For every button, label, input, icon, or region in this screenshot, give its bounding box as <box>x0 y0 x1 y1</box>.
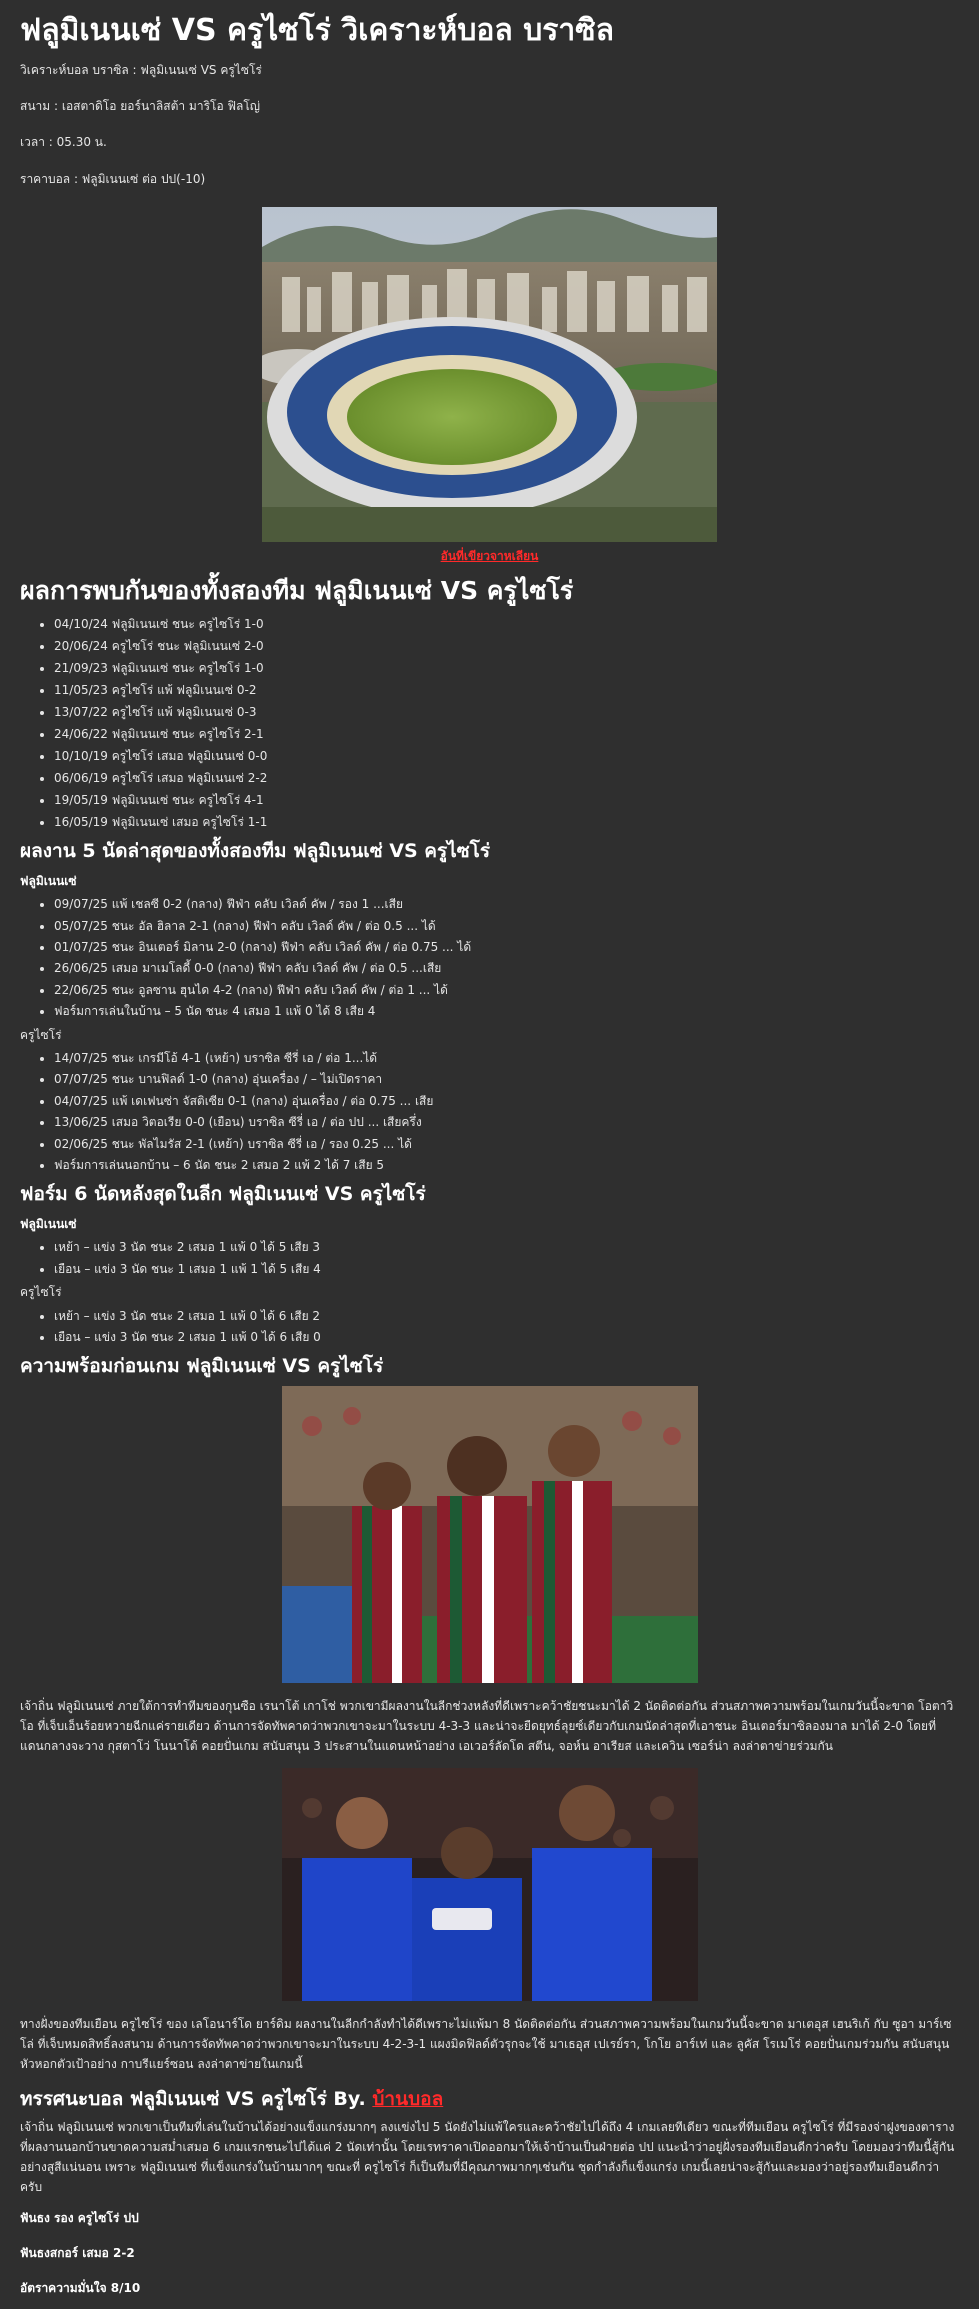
cruzeiro-illustration <box>282 1768 698 2001</box>
form6-team-b-list <box>20 1308 959 1347</box>
stadium-figure <box>20 207 959 542</box>
caption-link[interactable]: อันที่เขียวจาหเลียน <box>440 549 539 564</box>
list-item: • 07/07/25 ชนะ บานฟิลด์ 1-0 (กลาง) อุ่นเครื่อง / – ไม่เปิดราคา <box>54 1071 959 1088</box>
list-item: • 14/07/25 ชนะ เกรมีโอ้ 4-1 (เหย้า) บราซิล ซีรี่ เอ / ต่อ 1...ได้ <box>54 1050 959 1067</box>
last5-team-b-list <box>20 1050 959 1174</box>
form6-heading: ฟอร์ม 6 นัดหลังสุดในลีก ฟลูมิเนนเซ่ VS ครูไซโร่ <box>20 1183 426 1206</box>
team-b-label: ครูไซโร่ <box>20 1027 62 1042</box>
team-b-label: ครูไซโร่ <box>20 1285 62 1300</box>
list-item: • 21/09/23 ฟลูมิเนนเซ่ ชนะ ครูไซโร่ 1-0 <box>54 660 959 677</box>
verdict-heading-text: ทรรศนะบอล ฟลูมิเนนเซ่ VS ครูไซโร่ By. <box>20 2087 366 2110</box>
stadium-illustration <box>262 207 717 542</box>
meta-stadium: สนาม : เอสตาดิโอ ยอร์นาลิสต้า มาริโอ ฟิลโญ่ <box>20 98 260 113</box>
list-item: • 19/05/19 ฟลูมิเนนเซ่ ชนะ ครูไซโร่ 4-1 <box>54 792 959 809</box>
head-to-head-heading: ผลการพบกันของทั้งสองทีม ฟลูมิเนนเซ่ VS ครูไซโร่ <box>20 576 574 606</box>
list-item: • เหย้า – แข่ง 3 นัด ชนะ 2 เสมอ 1 แพ้ 0 ได้ 6 เสีย 2 <box>54 1308 959 1325</box>
verdict-author-link[interactable]: บ้านบอล <box>372 2087 444 2110</box>
team-a-label: ฟลูมิเนนเซ่ <box>20 873 77 888</box>
verdict-heading <box>20 2087 959 2113</box>
meta-odds: ราคาบอล : ฟลูมิเนนเซ่ ต่อ ปป(-10) <box>20 171 206 186</box>
meta-league: วิเคราะห์บอล บราซิล : ฟลูมิเนนเซ่ VS ครูไซโร่ <box>20 62 262 77</box>
list-item: • 04/07/25 แพ้ เดเฟนซ่า จัสติเซีย 0-1 (กลาง) อุ่นเครื่อง / ต่อ 0.75 ... เสีย <box>54 1093 959 1110</box>
list-item: • 04/10/24 ฟลูมิเนนเซ่ ชนะ ครูไซโร่ 1-0 <box>54 616 959 633</box>
page-title: ฟลูมิเนนเซ่ VS ครูไซโร่ วิเคราะห์บอล บราซิล <box>20 13 614 48</box>
last5-team-a-list <box>20 896 959 1020</box>
list-item: • 01/07/25 ชนะ อินเตอร์ มิลาน 2-0 (กลาง) ฟีฟ่า คลับ เวิลด์ คัพ / ต่อ 0.75 ... ได้ <box>54 939 959 956</box>
cruzeiro-players-photo <box>282 1768 698 2001</box>
fluminense-players-photo <box>282 1386 698 1683</box>
readiness-heading: ความพร้อมก่อนเกม ฟลูมิเนนเซ่ VS ครูไซโร่ <box>20 1355 384 1378</box>
list-item: • 13/06/25 เสมอ วิตอเรีย 0-0 (เยือน) บราซิล ซีรี่ เอ / ต่อ ปป ... เสียครึ่ง <box>54 1114 959 1131</box>
image-caption <box>20 548 959 565</box>
list-item: • 05/07/25 ชนะ อัล ฮิลาล 2-1 (กลาง) ฟีฟ่า คลับ เวิลด์ คัพ / ต่อ 0.5 ... ได้ <box>54 918 959 935</box>
list-item: • 22/06/25 ชนะ อูลซาน ฮุนได 4-2 (กลาง) ฟีฟ่า คลับ เวิลด์ คัพ / ต่อ 1 ... ได้ <box>54 982 959 999</box>
verdict-paragraph: เจ้าถิ่น ฟลูมิเนนเซ่ พวกเขาเป็นทีมที่เล่นในบ้านได้อย่างแข็งแกร่งมากๆ ลงแข่งไป 5 นัดยังไม่แพ้ใครและคว้าชัยไปได้ถึง 4 เกมเลยทีเดียว ขณะที่ทีมเยือน ครูไซโร่ ที่มีรองจ่าฝูงของตารางที่ผลงานนอกบ้านขาดความสม่ำเสมอ 6 เกมแรกชนะไปได้แค่ 2 นัดเท่านั้น โดยเรทราคาเปิดออกมาให้เจ้าบ้านเป็นฝ่ายต่อ ปป แนะนำว่าอยู่ฝั่งรองทีมเยือนดีกว่าครับ โดยมองว่าทีมนี้สู้กันอย่างสูสีแน่นอน เพราะ ฟลูมิเนนเซ่ ที่แข็งแกร่งในบ้านมากๆ ขณะที่ ครูไซโร่ ก็เป็นทีมที่มีคุณภาพมากๆเช่นกัน ชุดกำลังก็แข็งแกร่ง เกมนี้เลยน่าจะสู้กันและมองว่าอยู่รองทีมเยือนดีกว่าครับ <box>20 2120 955 2194</box>
match-meta <box>20 62 959 189</box>
list-item: • 20/06/24 ครูไซโร่ ชนะ ฟลูมิเนนเซ่ 2-0 <box>54 638 959 655</box>
stadium-photo <box>262 207 717 542</box>
team-a-label: ฟลูมิเนนเซ่ <box>20 1216 77 1231</box>
head-to-head-list <box>20 616 959 831</box>
list-item: • 24/06/22 ฟลูมิเนนเซ่ ชนะ ครูไซโร่ 2-1 <box>54 726 959 743</box>
list-item: • เยือน – แข่ง 3 นัด ชนะ 2 เสมอ 1 แพ้ 0 ได้ 6 เสีย 0 <box>54 1329 959 1346</box>
fluminense-illustration <box>282 1386 698 1683</box>
list-item: • 06/06/19 ครูไซโร่ เสมอ ฟลูมิเนนเซ่ 2-2 <box>54 770 959 787</box>
list-item: • 09/07/25 แพ้ เชลซี 0-2 (กลาง) ฟีฟ่า คลับ เวิลด์ คัพ / รอง 1 ...เสีย <box>54 896 959 913</box>
form6-team-a-list <box>20 1239 959 1278</box>
list-item: • 10/10/19 ครูไซโร่ เสมอ ฟลูมิเนนเซ่ 0-0 <box>54 748 959 765</box>
verdict-confidence: อัตราความมั่นใจ 8/10 <box>20 2281 141 2296</box>
meta-time: เวลา : 05.30 น. <box>20 135 107 150</box>
list-item: • 16/05/19 ฟลูมิเนนเซ่ เสมอ ครูไซโร่ 1-1 <box>54 814 959 831</box>
list-item: • ฟอร์มการเล่นในบ้าน – 5 นัด ชนะ 4 เสมอ 1 แพ้ 0 ได้ 8 เสีย 4 <box>54 1003 959 1020</box>
last5-heading: ผลงาน 5 นัดล่าสุดของทั้งสองทีม ฟลูมิเนนเซ่ VS ครูไซโร่ <box>20 840 491 863</box>
cruzeiro-paragraph: ทางฝั่งของทีมเยือน ครูไซโร่ ของ เลโอนาร์โด ยาร์ดิม ผลงานในลีกกำลังทำได้ดีเพราะไม่แพ้มา 8 นัดติดต่อกัน ส่วนสภาพความพร้อมในเกมวันนี้จะขาด มาเตอุส เฮนริเก้ กับ ซูอา มาร์เซโล่ ที่เจ็บหมดสิทธิ์ลงสนาม ด้านการจัดทัพคาดว่าพวกเขาจะมาในระบบ 4-2-3-1 แผงมิดฟิลด์ตัวรุกจะใช้ มาเธอุส เปเรย์รา, โกโย อาร์เท่ และ ลูคัส โรเมโร่ คอยปั่นเกมร่วมกัน สนับสนุนหัวหอกตัวเป้าอย่าง กาบรีแยร์ซอน ลงล่าตาข่ายในเกมนี้ <box>20 2017 952 2071</box>
list-item: • 11/05/23 ครูไซโร่ แพ้ ฟลูมิเนนเซ่ 0-2 <box>54 682 959 699</box>
verdict-pick: ฟันธง รอง ครูไซโร่ ปป <box>20 2210 139 2225</box>
list-item: • เยือน – แข่ง 3 นัด ชนะ 1 เสมอ 1 แพ้ 1 ได้ 5 เสีย 4 <box>54 1261 959 1278</box>
list-item: • เหย้า – แข่ง 3 นัด ชนะ 2 เสมอ 1 แพ้ 0 ได้ 5 เสีย 3 <box>54 1239 959 1256</box>
list-item: • 13/07/22 ครูไซโร่ แพ้ ฟลูมิเนนเซ่ 0-3 <box>54 704 959 721</box>
list-item: • 26/06/25 เสมอ มาเมโลดี้ 0-0 (กลาง) ฟีฟ่า คลับ เวิลด์ คัพ / ต่อ 0.5 ...เสีย <box>54 960 959 977</box>
verdict-score: ฟันธงสกอร์ เสมอ 2-2 <box>20 2245 135 2260</box>
fluminense-figure <box>20 1386 959 1683</box>
fluminense-paragraph: เจ้าถิ่น ฟลูมิเนนเซ่ ภายใต้การทำทีมของกุนซือ เรนาโต้ เกาโช่ พวกเขามีผลงานในลีกช่วงหลังที่ดีเพราะคว้าชัยชนะมาได้ 2 นัดติดต่อกัน ส่วนสภาพความพร้อมในเกมวันนี้จะขาด โอตาวิโอ ที่เจ็บเอ็นร้อยหวายฉีกแค่รายเดียว ด้านการจัดทัพคาดว่าพวกเขาจะมาในระบบ 4-3-3 และน่าจะยืดยุทธ์ลุยซ์เดียวกับเกมนัดล่าสุดที่เอาชนะ อินเตอร์มาซิลองมาล มาได้ 2-0 โดยที่แดนกลางจะวาง กุสตาโว่ โนนาโต้ คอยปั่นเกม สนับสนุน 3 ประสานในแดนหน้าอย่าง เอเวอร์ลัดโด สตีน, จอห์น อาเรียส และเควิน เซอร์น่า ลงล่าตาข่ายร่วมกัน <box>20 1698 954 1753</box>
list-item: • ฟอร์มการเล่นนอกบ้าน – 6 นัด ชนะ 2 เสมอ 2 แพ้ 2 ได้ 7 เสีย 5 <box>54 1157 959 1174</box>
list-item: • 02/06/25 ชนะ พัลไมรัส 2-1 (เหย้า) บราซิล ซีรี่ เอ / รอง 0.25 ... ได้ <box>54 1136 959 1153</box>
cruzeiro-figure <box>20 1768 959 2001</box>
